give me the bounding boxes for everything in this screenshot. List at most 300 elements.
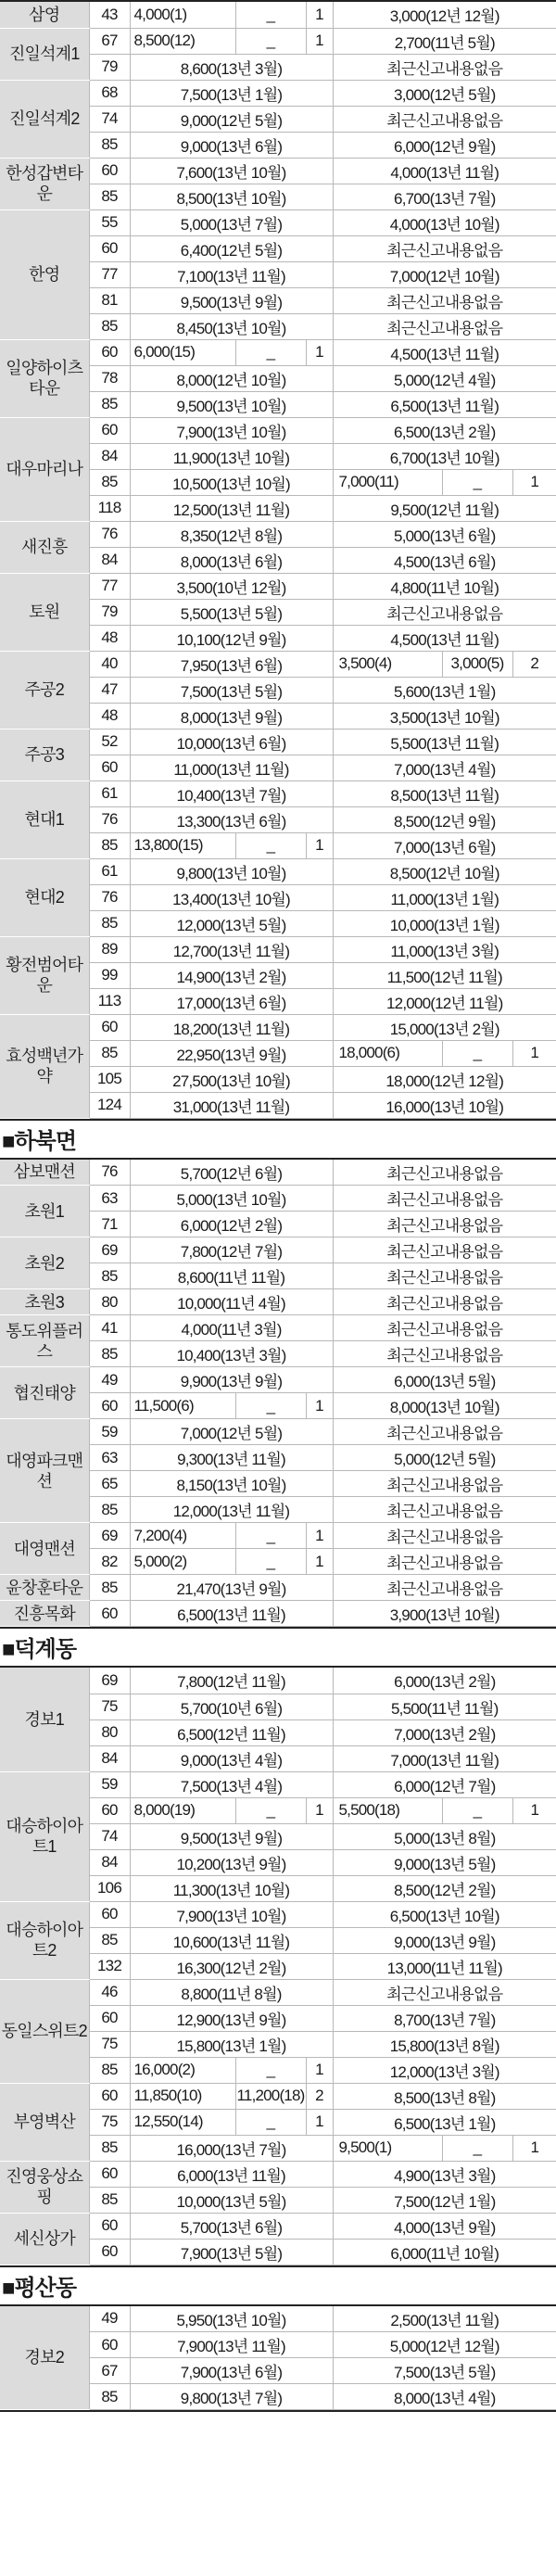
- lease-price-cell: 3,500(13년 10월): [333, 703, 556, 729]
- lease-price-cell: 7,000(11): [333, 469, 442, 495]
- lease-price-cell: 최근신고내용없음: [333, 1575, 556, 1601]
- area-cell: 74: [89, 1823, 130, 1849]
- sale-price-cell: 31,000(13년 11월): [130, 1092, 333, 1118]
- lease-price-cell: 6,000(13년 5월): [333, 1367, 556, 1393]
- lease-price-cell: 6,500(13년 1월): [333, 2109, 556, 2135]
- lease-price-cell: 7,500(13년 5월): [333, 2358, 556, 2384]
- table-row: [0, 158, 556, 184]
- sale-extra-cell: _: [235, 1523, 306, 1549]
- sale-price-cell: 7,900(13년 11월): [130, 2332, 333, 2358]
- area-cell: 60: [89, 755, 130, 780]
- area-cell: 79: [89, 54, 130, 80]
- area-cell: 61: [89, 780, 130, 806]
- area-cell: 60: [89, 339, 130, 365]
- sale-price-cell: 7,200(4): [130, 1523, 235, 1549]
- lease-price-cell: 5,000(12년 12월): [333, 2332, 556, 2358]
- lease-price-cell: 3,000(12년 5월): [333, 80, 556, 106]
- area-cell: 85: [89, 2057, 130, 2083]
- sale-price-cell: 7,500(13년 5월): [130, 677, 333, 703]
- table-row: [0, 2, 556, 28]
- area-cell: 118: [89, 495, 130, 521]
- complex-name: 진일석계2: [0, 80, 89, 158]
- area-cell: 63: [89, 1186, 130, 1212]
- lease-price-cell: 최근신고내용없음: [333, 1549, 556, 1575]
- sale-price-cell: 12,700(13년 11월): [130, 936, 333, 962]
- section-title: ■덕계동: [2, 1637, 77, 1662]
- sale-price-cell: 12,550(14): [130, 2109, 235, 2135]
- sale-price-cell: 6,500(13년 11월): [130, 1601, 333, 1627]
- lease-price-cell: 6,500(13년 10월): [333, 1901, 556, 1927]
- area-cell: 75: [89, 2031, 130, 2057]
- lease-price-cell: 11,000(13년 1월): [333, 884, 556, 910]
- area-cell: 105: [89, 1066, 130, 1092]
- sale-extra-cell: _: [235, 28, 306, 54]
- lease-price-cell: 9,500(1): [333, 2135, 442, 2161]
- lease-price-cell: 7,000(13년 11월): [333, 1745, 556, 1771]
- lease-price-cell: 최근신고내용없음: [333, 287, 556, 313]
- sale-price-cell: 8,000(13년 6월): [130, 547, 333, 573]
- table-row: [0, 2083, 556, 2109]
- table-row: [0, 1315, 556, 1341]
- lease-extra-cell: _: [442, 1797, 512, 1823]
- area-cell: 52: [89, 729, 130, 755]
- lease-price-cell: 7,500(12년 1월): [333, 2187, 556, 2213]
- lease-price-cell: 13,000(11년 11월): [333, 1953, 556, 1979]
- lease-price-cell: 8,500(12년 9월): [333, 806, 556, 832]
- lease-price-cell: 10,000(13년 1월): [333, 910, 556, 936]
- lease-price-cell: 3,000(12년 12월): [333, 2, 556, 28]
- area-cell: 74: [89, 106, 130, 132]
- area-cell: 71: [89, 1212, 130, 1237]
- lease-price-cell: 5,000(13년 8월): [333, 1823, 556, 1849]
- sale-price-cell: 6,400(12년 5월): [130, 235, 333, 261]
- complex-name: 통도위플러스: [0, 1315, 89, 1367]
- complex-name: 협진태양: [0, 1367, 89, 1419]
- area-cell: 60: [89, 1393, 130, 1419]
- lease-price-cell: 6,000(13년 2월): [333, 1668, 556, 1694]
- area-cell: 60: [89, 2161, 130, 2187]
- complex-name: 초원2: [0, 1237, 89, 1289]
- lease-price-cell: 2,500(13년 11월): [333, 2306, 556, 2332]
- area-cell: 85: [89, 313, 130, 339]
- sale-price-cell: 10,600(13년 11월): [130, 1927, 333, 1953]
- area-cell: 60: [89, 2332, 130, 2358]
- sale-price-cell: 7,900(13년 10월): [130, 1901, 333, 1927]
- area-cell: 75: [89, 2109, 130, 2135]
- area-cell: 48: [89, 703, 130, 729]
- sale-price-cell: 9,800(13년 7월): [130, 2384, 333, 2410]
- complex-name: 한영: [0, 209, 89, 339]
- table-row: [0, 2306, 556, 2332]
- sale-price-cell: 9,800(13년 10월): [130, 858, 333, 884]
- area-cell: 85: [89, 2384, 130, 2410]
- table-row: [0, 780, 556, 806]
- area-cell: 49: [89, 2306, 130, 2332]
- sale-count-cell: 1: [306, 1797, 333, 1823]
- sale-price-cell: 6,000(12년 2월): [130, 1212, 333, 1237]
- area-cell: 41: [89, 1315, 130, 1341]
- lease-price-cell: 5,500(11년 11월): [333, 1694, 556, 1719]
- table-row: [0, 651, 556, 677]
- area-cell: 85: [89, 1341, 130, 1367]
- lease-price-cell: 15,800(13년 8월): [333, 2031, 556, 2057]
- sale-extra-cell: _: [235, 1393, 306, 1419]
- sale-price-cell: 9,000(12년 5월): [130, 106, 333, 132]
- sale-extra-cell: _: [235, 2109, 306, 2135]
- lease-price-cell: 6,500(13년 11월): [333, 391, 556, 417]
- table-row: [0, 339, 556, 365]
- lease-price-cell: 7,000(12년 10월): [333, 261, 556, 287]
- lease-count-cell: 1: [512, 469, 556, 495]
- sale-count-cell: 1: [306, 28, 333, 54]
- lease-price-cell: 최근신고내용없음: [333, 1315, 556, 1341]
- complex-name: 진일석계1: [0, 28, 89, 80]
- lease-price-cell: 2,700(11년 5월): [333, 28, 556, 54]
- sale-extra-cell: 11,200(18): [235, 2083, 306, 2109]
- lease-price-cell: 6,000(12년 9월): [333, 132, 556, 158]
- table-row: [0, 1160, 556, 1186]
- complex-name: 효성백년가약: [0, 1014, 89, 1118]
- complex-name: 삼영: [0, 2, 89, 28]
- area-cell: 59: [89, 1419, 130, 1445]
- area-cell: 67: [89, 2358, 130, 2384]
- lease-price-cell: 최근신고내용없음: [333, 599, 556, 625]
- lease-price-cell: 4,800(11년 10월): [333, 573, 556, 599]
- sale-price-cell: 13,400(13년 10월): [130, 884, 333, 910]
- sale-price-cell: 8,500(12): [130, 28, 235, 54]
- lease-price-cell: 3,900(13년 10월): [333, 1601, 556, 1627]
- sale-price-cell: 7,100(13년 11월): [130, 261, 333, 287]
- area-cell: 60: [89, 1014, 130, 1040]
- lease-price-cell: 18,000(6): [333, 1040, 442, 1066]
- complex-name: 현대2: [0, 858, 89, 936]
- price-table: [0, 0, 556, 1121]
- price-table-grid: [0, 1160, 556, 1628]
- area-cell: 48: [89, 625, 130, 651]
- complex-name: 토원: [0, 573, 89, 651]
- lease-price-cell: 7,000(13년 2월): [333, 1719, 556, 1745]
- area-cell: 85: [89, 1927, 130, 1953]
- sale-count-cell: 2: [306, 2083, 333, 2109]
- area-cell: 67: [89, 28, 130, 54]
- lease-extra-cell: _: [442, 469, 512, 495]
- sale-price-cell: 12,900(13년 9월): [130, 2005, 333, 2031]
- area-cell: 59: [89, 1771, 130, 1797]
- lease-price-cell: 4,500(13년 11월): [333, 339, 556, 365]
- complex-name: 초원3: [0, 1289, 89, 1315]
- sale-price-cell: 8,600(11년 11월): [130, 1263, 333, 1289]
- lease-price-cell: 12,000(12년 11월): [333, 988, 556, 1014]
- lease-price-cell: 5,500(13년 11월): [333, 729, 556, 755]
- sale-price-cell: 10,400(13년 7월): [130, 780, 333, 806]
- table-row: [0, 28, 556, 54]
- area-cell: 43: [89, 2, 130, 28]
- price-table-grid: [0, 2306, 556, 2411]
- area-cell: 69: [89, 1523, 130, 1549]
- complex-name: 주공3: [0, 729, 89, 780]
- area-cell: 84: [89, 1745, 130, 1771]
- area-cell: 80: [89, 1719, 130, 1745]
- sale-price-cell: 5,700(13년 6월): [130, 2213, 333, 2239]
- sale-price-cell: 17,000(13년 6월): [130, 988, 333, 1014]
- area-cell: 49: [89, 1367, 130, 1393]
- lease-price-cell: 최근신고내용없음: [333, 313, 556, 339]
- lease-price-cell: 최근신고내용없음: [333, 1523, 556, 1549]
- lease-price-cell: 16,000(13년 10월): [333, 1092, 556, 1118]
- table-row: [0, 2161, 556, 2187]
- sale-price-cell: 8,800(11년 8월): [130, 1979, 333, 2005]
- area-cell: 85: [89, 132, 130, 158]
- sale-price-cell: 10,000(13년 5월): [130, 2187, 333, 2213]
- area-cell: 60: [89, 1601, 130, 1627]
- sale-price-cell: 6,000(15): [130, 339, 235, 365]
- area-cell: 106: [89, 1875, 130, 1901]
- sale-price-cell: 16,000(13년 7월): [130, 2135, 333, 2161]
- lease-price-cell: 9,500(12년 11월): [333, 495, 556, 521]
- area-cell: 78: [89, 365, 130, 391]
- lease-price-cell: 최근신고내용없음: [333, 1979, 556, 2005]
- sale-price-cell: 6,000(13년 11월): [130, 2161, 333, 2187]
- lease-price-cell: 8,700(13년 7월): [333, 2005, 556, 2031]
- complex-name: 일양하이츠타운: [0, 339, 89, 417]
- area-cell: 60: [89, 2213, 130, 2239]
- complex-name: 삼보맨션: [0, 1160, 89, 1186]
- sale-price-cell: 5,500(13년 5월): [130, 599, 333, 625]
- complex-name: 대영맨션: [0, 1523, 89, 1575]
- sale-price-cell: 7,600(13년 10월): [130, 158, 333, 184]
- complex-name: 동일스위트2: [0, 1979, 89, 2083]
- table-row: [0, 2213, 556, 2239]
- lease-price-cell: 최근신고내용없음: [333, 54, 556, 80]
- sale-price-cell: 8,000(13년 9월): [130, 703, 333, 729]
- complex-name: 한성갑변타운: [0, 158, 89, 209]
- area-cell: 55: [89, 209, 130, 235]
- table-row: [0, 1901, 556, 1927]
- sale-price-cell: 8,000(12년 10월): [130, 365, 333, 391]
- complex-name: 대승하이아트2: [0, 1901, 89, 1979]
- lease-price-cell: 4,500(13년 6월): [333, 547, 556, 573]
- sale-price-cell: 5,000(13년 10월): [130, 1186, 333, 1212]
- sale-count-cell: 1: [306, 2, 333, 28]
- lease-price-cell: 18,000(12년 12월): [333, 1066, 556, 1092]
- sale-price-cell: 11,900(13년 10월): [130, 443, 333, 469]
- sale-price-cell: 13,300(13년 6월): [130, 806, 333, 832]
- lease-price-cell: 5,500(18): [333, 1797, 442, 1823]
- sale-price-cell: 9,500(13년 10월): [130, 391, 333, 417]
- sale-price-cell: 11,300(13년 10월): [130, 1875, 333, 1901]
- sale-price-cell: 9,000(13년 6월): [130, 132, 333, 158]
- lease-price-cell: 6,700(13년 10월): [333, 443, 556, 469]
- sale-count-cell: 1: [306, 1523, 333, 1549]
- lease-price-cell: 4,900(13년 3월): [333, 2161, 556, 2187]
- table-row: [0, 1575, 556, 1601]
- lease-price-cell: 4,500(13년 11월): [333, 625, 556, 651]
- area-cell: 81: [89, 287, 130, 313]
- sale-price-cell: 11,000(13년 11월): [130, 755, 333, 780]
- lease-price-cell: 7,000(13년 4월): [333, 755, 556, 780]
- area-cell: 85: [89, 1263, 130, 1289]
- area-cell: 99: [89, 962, 130, 988]
- lease-price-cell: 6,500(13년 2월): [333, 417, 556, 443]
- complex-name: 경보1: [0, 1668, 89, 1771]
- lease-price-cell: 최근신고내용없음: [333, 235, 556, 261]
- lease-price-cell: 8,500(13년 8월): [333, 2083, 556, 2109]
- area-cell: 85: [89, 2187, 130, 2213]
- area-cell: 69: [89, 1668, 130, 1694]
- lease-price-cell: 최근신고내용없음: [333, 1289, 556, 1315]
- sale-price-cell: 8,000(19): [130, 1797, 235, 1823]
- lease-count-cell: 1: [512, 1797, 556, 1823]
- table-row: [0, 417, 556, 443]
- complex-name: 대우마리나: [0, 417, 89, 521]
- section-title: ■하북면: [2, 1128, 77, 1154]
- table-row: [0, 1771, 556, 1797]
- lease-price-cell: 최근신고내용없음: [333, 1471, 556, 1497]
- table-row: [0, 1237, 556, 1263]
- complex-name: 황전범어타운: [0, 936, 89, 1014]
- table-row: [0, 1979, 556, 2005]
- area-cell: 63: [89, 1445, 130, 1471]
- sale-price-cell: 4,000(1): [130, 2, 235, 28]
- sale-price-cell: 15,800(13년 1월): [130, 2031, 333, 2057]
- area-cell: 84: [89, 547, 130, 573]
- sale-price-cell: 12,000(13년 11월): [130, 1497, 333, 1523]
- sale-price-cell: 10,000(13년 6월): [130, 729, 333, 755]
- area-cell: 60: [89, 2083, 130, 2109]
- lease-price-cell: 5,000(13년 6월): [333, 521, 556, 547]
- sale-price-cell: 7,000(12년 5월): [130, 1419, 333, 1445]
- sale-price-cell: 14,900(13년 2월): [130, 962, 333, 988]
- lease-price-cell: 최근신고내용없음: [333, 1263, 556, 1289]
- complex-name: 부영벽산: [0, 2083, 89, 2161]
- sale-extra-cell: _: [235, 1549, 306, 1575]
- sale-price-cell: 3,500(10년 12월): [130, 573, 333, 599]
- sale-price-cell: 7,900(13년 5월): [130, 2239, 333, 2265]
- area-cell: 85: [89, 832, 130, 858]
- sale-price-cell: 18,200(13년 11월): [130, 1014, 333, 1040]
- area-cell: 85: [89, 1497, 130, 1523]
- sale-price-cell: 8,600(13년 3월): [130, 54, 333, 80]
- sale-price-cell: 10,400(13년 3월): [130, 1341, 333, 1367]
- sale-price-cell: 7,950(13년 6월): [130, 651, 333, 677]
- area-cell: 113: [89, 988, 130, 1014]
- area-cell: 69: [89, 1237, 130, 1263]
- complex-name: 대영파크맨션: [0, 1419, 89, 1523]
- table-row: [0, 1367, 556, 1393]
- sale-price-cell: 12,000(13년 5월): [130, 910, 333, 936]
- lease-price-cell: 5,600(13년 1월): [333, 677, 556, 703]
- lease-count-cell: 1: [512, 1040, 556, 1066]
- sale-price-cell: 27,500(13년 10월): [130, 1066, 333, 1092]
- sale-count-cell: 1: [306, 1549, 333, 1575]
- sale-price-cell: 7,900(13년 6월): [130, 2358, 333, 2384]
- table-row: [0, 573, 556, 599]
- area-cell: 85: [89, 1040, 130, 1066]
- lease-price-cell: 최근신고내용없음: [333, 1419, 556, 1445]
- lease-price-cell: 15,000(13년 2월): [333, 1014, 556, 1040]
- sale-price-cell: 13,800(15): [130, 832, 235, 858]
- lease-price-cell: 최근신고내용없음: [333, 1186, 556, 1212]
- lease-price-cell: 최근신고내용없음: [333, 1497, 556, 1523]
- sale-count-cell: 1: [306, 2057, 333, 2083]
- area-cell: 85: [89, 184, 130, 209]
- sale-price-cell: 9,000(13년 4월): [130, 1745, 333, 1771]
- lease-price-cell: 8,000(13년 4월): [333, 2384, 556, 2410]
- sale-extra-cell: _: [235, 2057, 306, 2083]
- area-cell: 85: [89, 2135, 130, 2161]
- sale-count-cell: 1: [306, 832, 333, 858]
- area-cell: 75: [89, 1694, 130, 1719]
- sale-price-cell: 8,500(13년 10월): [130, 184, 333, 209]
- area-cell: 77: [89, 573, 130, 599]
- sale-price-cell: 10,500(13년 10월): [130, 469, 333, 495]
- area-cell: 60: [89, 2005, 130, 2031]
- area-cell: 124: [89, 1092, 130, 1118]
- lease-price-cell: 최근신고내용없음: [333, 1237, 556, 1263]
- sale-price-cell: 8,450(13년 10월): [130, 313, 333, 339]
- lease-price-cell: 9,000(13년 5월): [333, 1849, 556, 1875]
- area-cell: 76: [89, 806, 130, 832]
- complex-name: 진흥목화: [0, 1601, 89, 1627]
- area-cell: 60: [89, 1901, 130, 1927]
- sale-price-cell: 7,800(12년 11월): [130, 1668, 333, 1694]
- complex-name: 현대1: [0, 780, 89, 858]
- lease-price-cell: 9,000(13년 9월): [333, 1927, 556, 1953]
- sale-price-cell: 7,800(12년 7월): [130, 1237, 333, 1263]
- lease-price-cell: 최근신고내용없음: [333, 1212, 556, 1237]
- table-row: [0, 1523, 556, 1549]
- lease-price-cell: 최근신고내용없음: [333, 1160, 556, 1186]
- sale-price-cell: 16,300(12년 2월): [130, 1953, 333, 1979]
- sale-price-cell: 7,900(13년 10월): [130, 417, 333, 443]
- lease-price-cell: 6,000(11년 10월): [333, 2239, 556, 2265]
- lease-price-cell: 11,000(13년 3월): [333, 936, 556, 962]
- sale-price-cell: 21,470(13년 9월): [130, 1575, 333, 1601]
- area-cell: 76: [89, 521, 130, 547]
- area-cell: 46: [89, 1979, 130, 2005]
- lease-price-cell: 6,700(13년 7월): [333, 184, 556, 209]
- table-row: [0, 1601, 556, 1627]
- lease-count-cell: 1: [512, 2135, 556, 2161]
- area-cell: 60: [89, 417, 130, 443]
- sale-price-cell: 8,350(12년 8월): [130, 521, 333, 547]
- lease-price-cell: 8,500(12년 2월): [333, 1875, 556, 1901]
- sale-price-cell: 10,200(13년 9월): [130, 1849, 333, 1875]
- sale-extra-cell: _: [235, 1797, 306, 1823]
- area-cell: 85: [89, 910, 130, 936]
- area-cell: 80: [89, 1289, 130, 1315]
- lease-price-cell: 4,000(13년 11월): [333, 158, 556, 184]
- table-row: [0, 521, 556, 547]
- table-row: [0, 729, 556, 755]
- lease-price-cell: 5,000(12년 5월): [333, 1445, 556, 1471]
- complex-name: 새진흥: [0, 521, 89, 573]
- area-cell: 84: [89, 443, 130, 469]
- sale-price-cell: 5,700(10년 6월): [130, 1694, 333, 1719]
- area-cell: 76: [89, 1160, 130, 1186]
- sale-price-cell: 9,500(13년 9월): [130, 1823, 333, 1849]
- lease-price-cell: 12,000(13년 3월): [333, 2057, 556, 2083]
- sale-price-cell: 5,000(13년 7월): [130, 209, 333, 235]
- table-row: [0, 1668, 556, 1694]
- table-row: [0, 80, 556, 106]
- area-cell: 79: [89, 599, 130, 625]
- sale-price-cell: 7,500(13년 4월): [130, 1771, 333, 1797]
- area-cell: 132: [89, 1953, 130, 1979]
- sale-price-cell: 5,950(13년 10월): [130, 2306, 333, 2332]
- table-row: [0, 209, 556, 235]
- lease-price-cell: 8,000(13년 10월): [333, 1393, 556, 1419]
